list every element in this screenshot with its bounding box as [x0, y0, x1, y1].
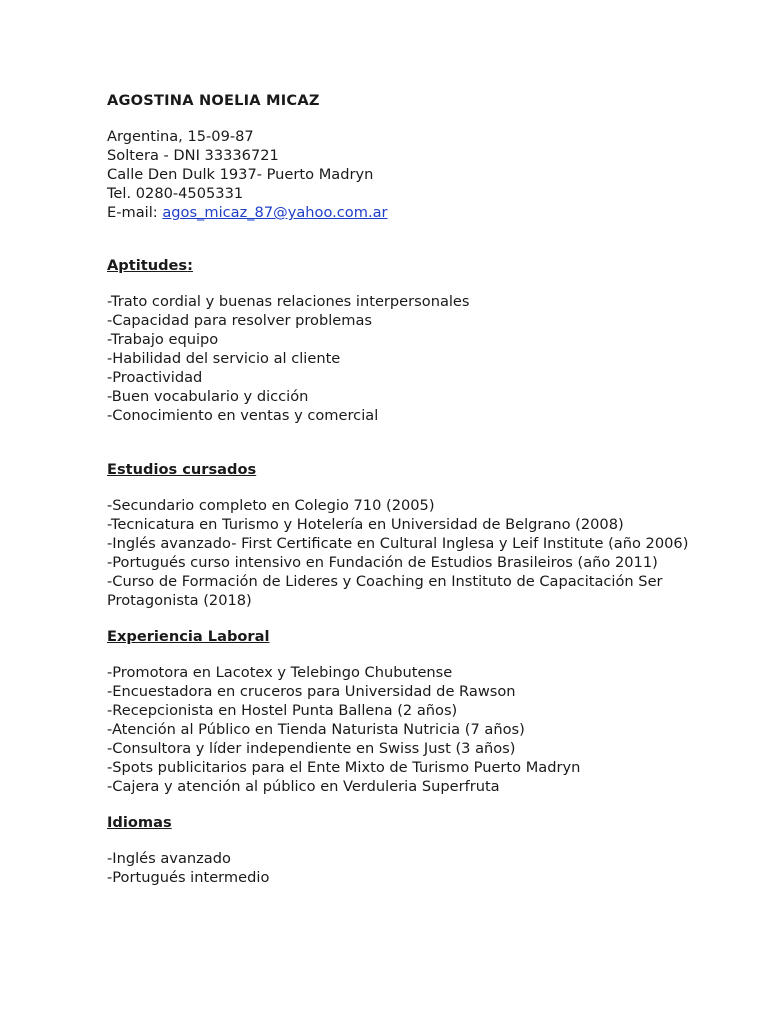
idiomas-list: [107, 849, 727, 887]
list-item: -Atención al Público en Tienda Naturista Nutricia (7 años): [107, 721, 525, 738]
list-item: -Inglés avanzado- First Certificate en Cultural Inglesa y Leif Institute (año 2006): [107, 535, 689, 552]
section-experiencia: [107, 627, 727, 796]
list-item: -Spots publicitarios para el Ente Mixto de Turismo Puerto Madryn: [107, 759, 581, 776]
aptitudes-list: [107, 292, 727, 425]
section-title-idiomas: Idiomas: [107, 814, 172, 831]
list-item: -Tecnicatura en Turismo y Hotelería en Universidad de Belgrano (2008): [107, 516, 624, 533]
list-item: -Cajera y atención al público en Verduleria Superfruta: [107, 778, 500, 795]
experiencia-list: [107, 663, 727, 796]
nationality-birthdate: Argentina, 15-09-87: [107, 128, 254, 145]
list-item: -Promotora en Lacotex y Telebingo Chubutense: [107, 664, 453, 681]
list-item: -Trabajo equipo: [107, 331, 219, 348]
section-estudios: [107, 460, 727, 610]
civil-status-dni: Soltera - DNI 33336721: [107, 147, 279, 164]
section-idiomas: [107, 813, 727, 887]
list-item: -Conocimiento en ventas y comercial: [107, 407, 379, 424]
list-item: -Habilidad del servicio al cliente: [107, 350, 341, 367]
email-label: E-mail:: [107, 204, 163, 221]
list-item: -Secundario completo en Colegio 710 (2005): [107, 497, 435, 514]
section-title-estudios: Estudios cursados: [107, 461, 257, 478]
section-title-aptitudes-text: Aptitudes: [107, 257, 188, 274]
contact-block: [107, 127, 727, 222]
list-item: -Trato cordial y buenas relaciones interpersonales: [107, 293, 470, 310]
list-item: -Inglés avanzado: [107, 850, 231, 867]
list-item: -Capacidad para resolver problemas: [107, 312, 373, 329]
list-item: -Encuestadora en cruceros para Universidad de Rawson: [107, 683, 516, 700]
section-aptitudes: [107, 256, 727, 425]
list-item: -Consultora y líder independiente en Swiss Just (3 años): [107, 740, 516, 757]
section-title-colon: :: [187, 257, 193, 274]
email-line: [107, 203, 727, 222]
list-item: -Curso de Formación de Lideres y Coaching en Instituto de Capacitación Ser Protagonista (2018): [107, 573, 663, 609]
list-item: -Buen vocabulario y dicción: [107, 388, 309, 405]
estudios-list: [107, 496, 727, 610]
list-item: -Proactividad: [107, 369, 203, 386]
email-link[interactable]: agos_micaz_87@yahoo.com.ar: [162, 204, 388, 221]
section-title-aptitudes: [107, 256, 727, 275]
phone: Tel. 0280-4505331: [107, 185, 244, 202]
list-item: -Portugués intermedio: [107, 869, 270, 886]
candidate-name: AGOSTINA NOELIA MICAZ: [107, 92, 320, 109]
section-title-experiencia: Experiencia Laboral: [107, 628, 270, 645]
resume-document: [107, 91, 727, 887]
address: Calle Den Dulk 1937- Puerto Madryn: [107, 166, 374, 183]
list-item: -Portugués curso intensivo en Fundación de Estudios Brasileiros (año 2011): [107, 554, 658, 571]
list-item: -Recepcionista en Hostel Punta Ballena (2 años): [107, 702, 458, 719]
